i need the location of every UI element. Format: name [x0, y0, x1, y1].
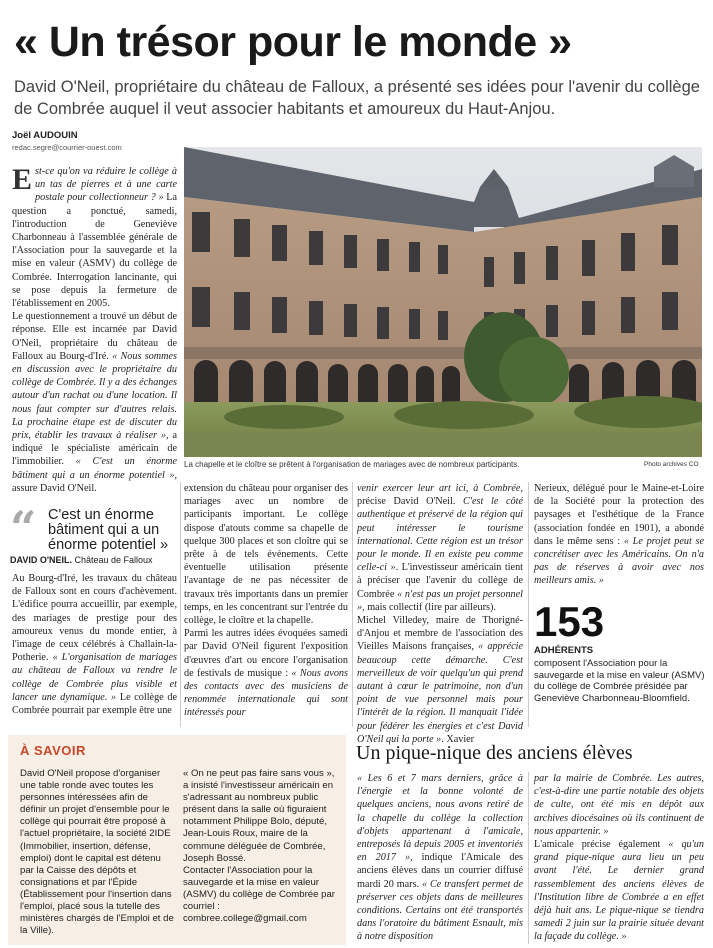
lead-p2b: , a indiqué le spécialiste américain de l'immobilier.: [12, 430, 177, 468]
headline: « Un trésor pour le monde »: [14, 18, 572, 66]
col3-quote4: « apprécie beaucoup cette démarche. C'est merveilleux de voir quelqu'un qui prend autant à cœur le patrimoine, non d'un point de vue personnel mais pour l'intérêt de la région. Il manquait l'idée pour fédérer les énergies et c'est David O'Neil qui la porte »: [357, 641, 523, 745]
a-savoir-title: À SAVOIR: [20, 743, 86, 758]
stat-label: ADHÉRENTS: [534, 645, 594, 656]
a-savoir-col2: [183, 768, 338, 925]
picnic-col1: [357, 772, 523, 944]
pull-quote-role: Château de Falloux: [74, 555, 153, 565]
col1-text2: Le collège de Combrée pourrait par exemple être une: [12, 691, 178, 717]
subtitle: David O'Neil, propriétaire du château de Falloux, a présenté ses idées pour l'avenir du collège de Combrée auquel il veut associer habitants et amoureux du Haut-Anjou.: [14, 78, 700, 118]
lead-p2c: , assure David O'Neil.: [12, 469, 177, 494]
col3-quote2: C'est le côté authentique et préservé de la région qui peut intéresser le tourisme international. Cette région est un trésor pour le monde. Il en existe peu comme celle-ci »: [357, 496, 523, 574]
col3-quote1: venir exercer leur art ici, à Combrée,: [357, 483, 523, 494]
lead-intro: st-ce qu'on va réduire le collège à un tas de pierres et à une carte postale pour collectionneur ? »: [35, 166, 177, 204]
col2-quote: « Nous avons des contacts avec des musiciens de renommée internationale qui sont intéressés pour: [184, 667, 348, 719]
column-divider: [528, 482, 529, 727]
photo-credit: Photo archives CO: [644, 461, 699, 468]
dropcap: E: [12, 163, 33, 196]
article-photo: [184, 147, 702, 457]
stat-number: 153: [534, 598, 605, 645]
picnic-title: Un pique-nique des anciens élèves: [356, 742, 633, 764]
author-email[interactable]: redac.segre@courrier-ouest.com: [12, 143, 122, 152]
picnic-col2: [534, 772, 704, 944]
col3-text3: , mais collectif (lire par ailleurs).: [362, 601, 496, 613]
picnic-text1: , indique l'Amicale des anciens élèves dans un courrier diffusé mardi 20 mars.: [357, 852, 523, 890]
chateau-cloister-image: [184, 147, 702, 457]
lead-p1: La question a ponctué, samedi, l'introduction de Geneviève Charbonneau à l'assemblée générale de l'Association pour la sauvegarde et la mise en valeur (ASMV) du collège de Combrée. Interrogation lancinante, qui se pose depuis la fermeture de l'établissement en 2005.: [12, 192, 177, 310]
picnic-quote4: « qu'un grand pique-nique aura lieu un peu avant l'été. Le dernier grand rassemblement des anciens élèves de l'Institution libre de Combrée a en effet déjà huit ans. Le pique-nique se tiendra samedi 2 juin sur la prairie située devant la façade du collège. »: [534, 839, 704, 943]
column-divider: [528, 772, 529, 944]
pull-quote-author: DAVID O'NEIL.: [10, 555, 72, 565]
picnic-quote3: par la mairie de Combrée. Les autres, c'est-à-dire une partie notable des objets de culte, ont été mis en dépôt aux archives diocésaines où ils continuent de nous appartenir. »: [534, 773, 704, 837]
col3-text1: précise David O'Neil.: [357, 496, 464, 508]
col2-text2: Parmi les autres idées évoquées samedi par David O'Neil figurent l'exposition d'œuvres d'art ou encore l'organisation de festivals de musique :: [184, 628, 348, 679]
lead-p2-quote: « Nous sommes en discussion avec le propriétaire du collège de Combrée. Il y a des échanges autour d'un rachat ou d'une location. Il nous faut compter sur d'autres relais. La prochaine étape est de discuter du prix, établir les travaux à réaliser »: [12, 350, 177, 442]
photo-caption: La chapelle et le cloître se prêtent à l'organisation de mariages avec de nombreux participants.: [184, 460, 520, 469]
stat-description: composent l'Association pour la sauvegarde et la mise en valeur (ASMV) du collège de Combrée présidée par Geneviève Charbonneau-Bloomfield.: [534, 658, 705, 704]
col3-text5: . Xavier: [441, 733, 475, 745]
a-savoir-text2: « On ne peut pas faire sans vous », a insisté l'investisseur américain en s'adressant au nombreux public présent dans la salle où figuraient notamment Philippe Bolo, député, Jean-Louis Roux, maire de la commune déléguée de Combrée, Joseph Bossé.: [183, 768, 335, 864]
column-2: [184, 482, 348, 720]
author-name: Joël AUDOUIN: [12, 130, 78, 141]
pull-quote-text: C'est un énorme bâtiment qui a un énorme potentiel »: [48, 507, 169, 553]
a-savoir-col1: David O'Neil propose d'organiser une table ronde avec toutes les personnes intéressées afin de définir un projet d'ensemble pour le collège qui pourrait être proposé à l'actuel propriétaire, la société 2IDE (Immobilier, insertion, défense, emploi) dont le capital est détenu par la Caisse des dépôts et consignations et par l'Épide (Établissement pour l'insertion dans l'emploi, placé sous la tutelle des ministères chargés de l'Emploi et de la Ville).: [20, 768, 174, 937]
picnic-text2: L'amicale précise également: [534, 839, 669, 851]
col3-text2: . L'investisseur américain tient à préciser que l'avenir du collège de Combrée: [357, 562, 523, 600]
column-divider: [352, 482, 353, 727]
col4-text1: Nerieux, délégué pour le Maine-et-Loire de la Société pour la protection des paysages et l'esthétique de la France (association fondée en 1901), a abondé dans le même sens :: [534, 483, 704, 547]
col3-quote3: « n'est pas un projet personnel »: [357, 588, 523, 613]
lead-column: [12, 165, 177, 495]
picnic-quote1: « Les 6 et 7 mars derniers, grâce à l'énergie et la bonne volonté de quelques anciens, nous avons retiré de la chapelle du collège la collection d'objets appartenant à l'amicale, entreposés là depuis 2005 et inventoriés en 2017 »: [357, 773, 523, 864]
a-savoir-contact[interactable]: Contacter l'Association pour la sauvegarde et la mise en valeur (ASMV) du collège de Combrée par courriel : combree.college@gmail.com: [183, 864, 335, 925]
column-3: [357, 482, 523, 746]
col3-text4: Michel Villedey, maire de Thorigné-d'Anjou et membre de l'association des Vieilles Maisons françaises,: [357, 615, 523, 653]
pull-quote: [10, 501, 180, 565]
col4-quote: « Le projet peut se concrétiser avec les Américains. On n'a pas de réserves à avoir avec nos meilleurs amis. »: [534, 535, 704, 587]
col1-text1: Au Bourg-d'Iré, les travaux du château de Falloux sont en cours d'achèvement. L'édifice pourra accueillir, par exemple, des mariages de prestige pour des amoureux venus du monde entier, à l'image de ceux célébrés à Challain-la-Potherie.: [12, 573, 177, 664]
pull-quote-attribution: [10, 555, 180, 565]
lead-p2: Le questionnement a trouvé un début de réponse. Elle est incarnée par David O'Neil, propriétaire du château de Falloux au Bourg-d'Iré.: [12, 311, 177, 362]
lead-p2-quote2: « C'est un énorme bâtiment qui a un énorme potentiel »: [12, 456, 178, 481]
col2-text1: extension du château pour organiser des mariages avec un nombre de participants important. Le collège dispose d'atouts comme sa chapelle de quelque 300 places et son cloître qui se prête à de tels événements. Cette éventuelle utilisation présente l'avantage de ne pas nécessiter de travaux très importants dans un premier temps, en les concentrant sur l'entrée du collège, le cloître et la chapelle.: [184, 483, 348, 627]
quote-mark-icon: “: [10, 501, 37, 555]
picnic-quote2: « Ce transfert permet de préserver ces objets dans de meilleures conditions. Certains ont été transportés dans l'oratoire du bâtiment Esnault, mis à notre disposition: [357, 878, 523, 943]
column-4: [534, 482, 704, 588]
column-divider: [180, 482, 181, 727]
column-1-lower: [12, 572, 177, 717]
col1-quote: « L'organisation de mariages au château de Falloux va rendre le collège de Combrée plus visible et lancer une dynamique. »: [12, 652, 178, 703]
